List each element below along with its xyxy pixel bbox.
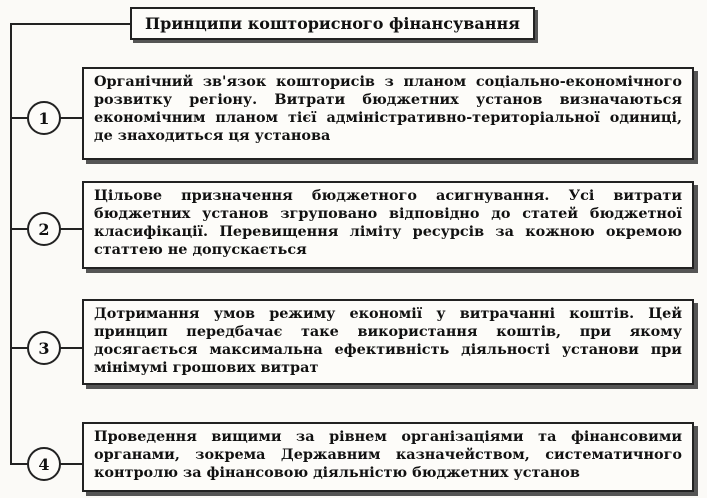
principle-box-2 — [82, 181, 694, 269]
diagram-title-text: Принципи кошторисного фінансування — [145, 14, 520, 33]
number-label: 1 — [38, 108, 50, 128]
number-circle-4 — [27, 447, 61, 481]
number-label: 2 — [38, 219, 50, 239]
number-circle-1 — [27, 101, 61, 135]
main-connector-line — [10, 23, 12, 464]
principle-box-1 — [82, 67, 694, 160]
principle-box-4 — [82, 422, 694, 492]
number-circle-2 — [27, 212, 61, 246]
number-label: 4 — [38, 454, 50, 474]
title-connector-line — [10, 23, 130, 25]
principle-text: Цільове призначення бюджетного асигнування. Усі витрати бюджетних установ згруповано відповідно до статей бюджетної класифікації. Перевищення ліміту ресурсів за кожною окремою статтею не допускається — [94, 187, 682, 258]
diagram-title — [130, 7, 535, 40]
principle-text: Дотримання умов режиму економії у витрачанні коштів. Цей принцип передбачає таке використання коштів, при якому досягається максимальна ефективність діяльності установи при мінімумі грошових витрат — [94, 305, 682, 376]
number-circle-3 — [27, 331, 61, 365]
principle-text: Проведення вищими за рівнем організаціями та фінансовими органами, зокрема Державним казначейством, систематичного контролю за фінансовою діяльністю бюджетних установ — [94, 428, 682, 481]
principle-box-3 — [82, 299, 694, 385]
number-label: 3 — [38, 338, 50, 358]
principle-text: Органічний зв'язок кошторисів з планом соціально-економічного розвитку регіону. Витрати бюджетних установ визначаються економічним планом тієї адміністративно-територіальної одиниці, де знаходиться ця установа — [94, 73, 682, 144]
